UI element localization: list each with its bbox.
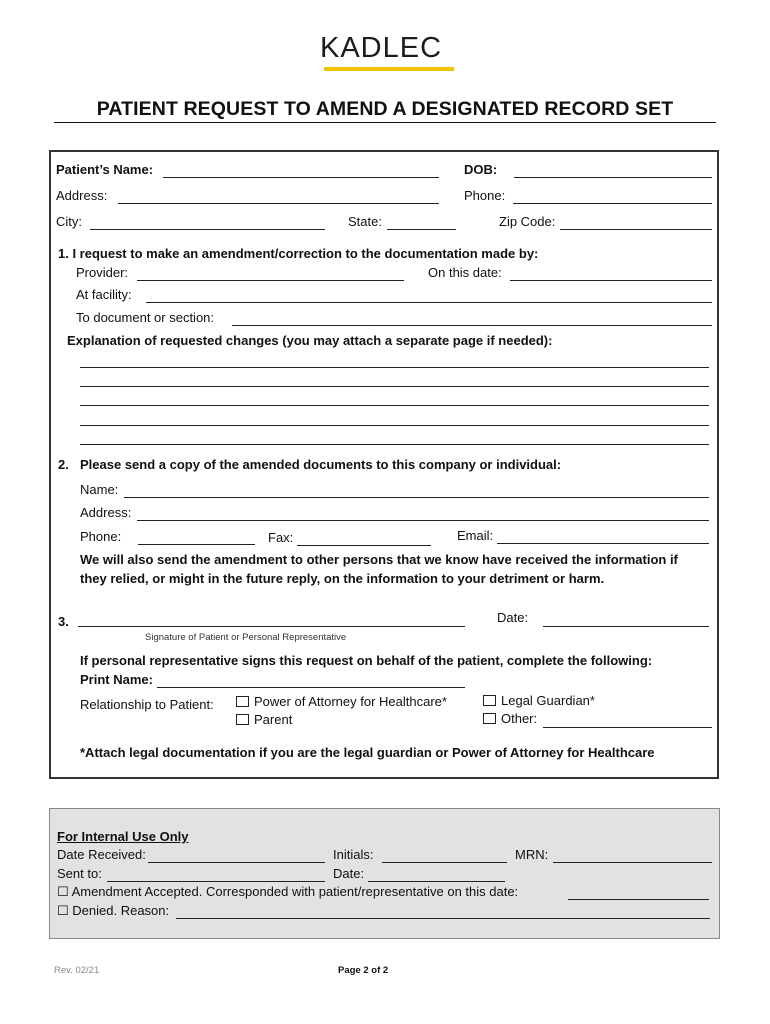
poa-checkbox[interactable] <box>236 696 249 707</box>
document-section-label: To document or section: <box>76 310 215 325</box>
sent-date-field[interactable] <box>368 881 505 882</box>
explanation-line[interactable] <box>80 444 709 445</box>
denied-reason-field[interactable] <box>176 918 710 919</box>
mrn-field[interactable] <box>553 862 712 863</box>
title-underline <box>54 122 716 123</box>
phone-field[interactable] <box>513 203 712 204</box>
recipient-address-label: Address: <box>80 505 132 520</box>
date-received-field[interactable] <box>148 862 325 863</box>
sent-date-label: Date: <box>333 866 365 881</box>
state-field[interactable] <box>387 229 456 230</box>
phone-label: Phone: <box>464 188 506 203</box>
kadlec-logo <box>320 33 460 73</box>
accepted-option[interactable] <box>57 884 518 900</box>
recipient-name-field[interactable] <box>124 497 709 498</box>
guardian-label: Legal Guardian* <box>501 693 595 708</box>
recipient-email-label: Email: <box>457 528 494 543</box>
option-guardian[interactable] <box>483 693 595 709</box>
poa-label: Power of Attorney for Healthcare* <box>254 694 447 709</box>
signature-caption: Signature of Patient or Personal Representative <box>145 632 347 643</box>
initials-label: Initials: <box>333 847 374 862</box>
recipient-phone-field[interactable] <box>138 544 255 545</box>
explanation-line[interactable] <box>80 386 709 387</box>
signature-date-field[interactable] <box>543 626 709 627</box>
recipient-fax-field[interactable] <box>297 545 431 546</box>
option-parent[interactable] <box>236 712 292 728</box>
on-date-label: On this date: <box>428 265 502 280</box>
other-label: Other: <box>501 711 538 726</box>
zip-label: Zip Code: <box>499 214 556 229</box>
section2-heading: Please send a copy of the amended documents to this company or individual: <box>80 457 562 472</box>
other-relationship-field[interactable] <box>543 727 712 728</box>
explanation-line[interactable] <box>80 425 709 426</box>
print-name-field[interactable] <box>157 687 465 688</box>
on-date-field[interactable] <box>510 280 712 281</box>
recipient-phone-label: Phone: <box>80 529 122 544</box>
section2-number: 2. <box>58 457 69 472</box>
patient-name-label: Patient’s Name: <box>56 162 154 177</box>
mrn-label: MRN: <box>515 847 549 862</box>
address-label: Address: <box>56 188 108 203</box>
notice-line-2: they relied, or might in the future reply, on the information to your detriment or harm. <box>80 571 605 586</box>
state-label: State: <box>348 214 382 229</box>
attach-note: *Attach legal documentation if you are the legal guardian or Power of Attorney for Healthcare <box>80 745 655 760</box>
denied-label: Denied. Reason: <box>72 903 170 918</box>
address-field[interactable] <box>118 203 439 204</box>
explanation-label: Explanation of requested changes (you may attach a separate page if needed): <box>67 333 553 348</box>
document-section-field[interactable] <box>232 325 712 326</box>
revision-label: Rev. 02/21 <box>54 965 100 976</box>
print-name-label: Print Name: <box>80 672 153 687</box>
notice-line-1: We will also send the amendment to other persons that we know have received the information if <box>80 552 678 567</box>
dob-label: DOB: <box>464 162 498 177</box>
facility-field[interactable] <box>146 302 712 303</box>
internal-use-box <box>49 808 720 939</box>
accepted-checkbox[interactable]: ☐ <box>57 884 69 899</box>
zip-field[interactable] <box>560 229 712 230</box>
relationship-label: Relationship to Patient: <box>80 697 214 712</box>
logo-accent-bar <box>324 67 454 71</box>
guardian-checkbox[interactable] <box>483 695 496 706</box>
provider-label: Provider: <box>76 265 129 280</box>
city-label: City: <box>56 214 82 229</box>
patient-name-field[interactable] <box>163 177 439 178</box>
page-title: PATIENT REQUEST TO AMEND A DESIGNATED RECORD SET <box>96 98 674 120</box>
initials-field[interactable] <box>382 862 507 863</box>
logo-text: KADLEC <box>320 32 443 64</box>
recipient-address-field[interactable] <box>137 520 709 521</box>
internal-heading: For Internal Use Only <box>57 829 189 844</box>
provider-field[interactable] <box>137 280 404 281</box>
explanation-line[interactable] <box>80 405 709 406</box>
sent-to-label: Sent to: <box>57 866 102 881</box>
other-checkbox[interactable] <box>483 713 496 724</box>
accepted-label: Amendment Accepted. Corresponded with patient/representative on this date: <box>71 884 519 899</box>
recipient-email-field[interactable] <box>497 543 709 544</box>
dob-field[interactable] <box>514 177 712 178</box>
denied-option[interactable] <box>57 903 169 919</box>
accepted-date-field[interactable] <box>568 899 709 900</box>
date-received-label: Date Received: <box>57 847 146 862</box>
denied-checkbox[interactable]: ☐ <box>57 903 69 918</box>
option-other[interactable] <box>483 711 537 727</box>
facility-label: At facility: <box>76 287 132 302</box>
city-field[interactable] <box>90 229 325 230</box>
recipient-name-label: Name: <box>80 482 119 497</box>
explanation-line[interactable] <box>80 367 709 368</box>
parent-checkbox[interactable] <box>236 714 249 725</box>
signature-date-label: Date: <box>497 610 529 625</box>
signature-field[interactable] <box>78 626 465 627</box>
sent-to-field[interactable] <box>107 881 325 882</box>
parent-label: Parent <box>254 712 293 727</box>
page-number: Page 2 of 2 <box>338 965 389 976</box>
section3-number: 3. <box>58 614 69 629</box>
recipient-fax-label: Fax: <box>268 530 294 545</box>
rep-instruction: If personal representative signs this request on behalf of the patient, complete the following: <box>80 653 653 668</box>
option-poa[interactable] <box>236 694 447 710</box>
section1-heading: 1. I request to make an amendment/correction to the documentation made by: <box>58 246 539 261</box>
